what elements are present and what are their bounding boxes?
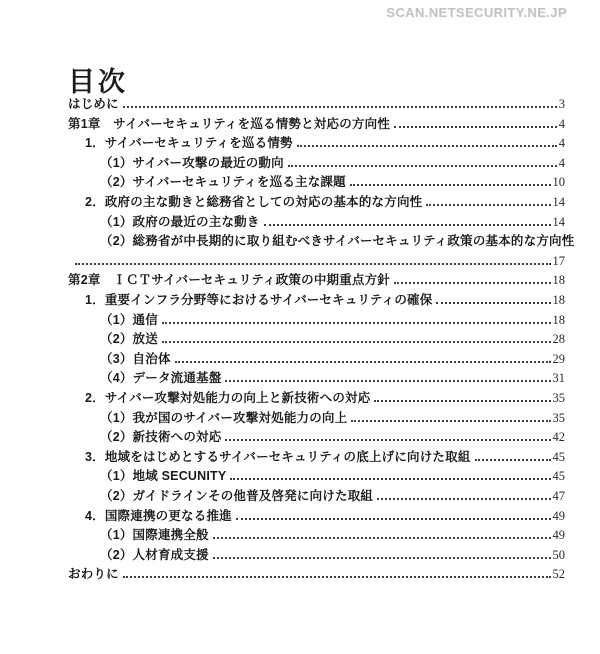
toc-entry-label: （1）我が国のサイバー攻撃対処能力の向上 — [100, 410, 348, 425]
toc-row — [68, 113, 565, 133]
toc-row — [68, 465, 565, 485]
page-title: 目次 — [68, 67, 128, 98]
toc-page-number: 4 — [558, 136, 565, 151]
toc-row — [68, 387, 565, 407]
dotted-leader — [123, 576, 551, 578]
toc-page-number: 29 — [552, 351, 565, 366]
toc-page-number: 14 — [552, 214, 565, 229]
dotted-leader — [475, 459, 551, 461]
dotted-leader — [351, 420, 550, 422]
dotted-leader — [426, 204, 550, 206]
toc-row — [68, 269, 565, 289]
toc-page-number: 45 — [552, 449, 565, 464]
toc-row — [68, 524, 565, 544]
toc-page-number: 28 — [552, 332, 565, 347]
toc-page-number: 14 — [552, 195, 565, 210]
watermark: SCAN.NETSECURITY.NE.JP — [386, 5, 567, 20]
toc-entry-label: （1）地域 SECUNITY — [100, 469, 227, 484]
toc-entry-label: はじめに — [68, 97, 119, 112]
dotted-leader — [213, 557, 551, 559]
dotted-leader — [162, 341, 551, 343]
dotted-leader — [230, 478, 550, 480]
toc-page-number: 42 — [552, 430, 565, 445]
toc-entry-label: 3．地域をはじめとするサイバーセキュリティの底上げに向けた取組 — [85, 449, 471, 464]
toc-page-number: 10 — [552, 175, 565, 190]
toc-page-number: 47 — [552, 488, 565, 503]
dotted-leader — [350, 184, 551, 186]
toc-page-number: 4 — [558, 116, 565, 131]
dotted-leader — [175, 361, 551, 363]
toc-entry-label: （2）人材育成支援 — [100, 547, 209, 562]
toc-row — [68, 211, 565, 231]
toc-row — [68, 367, 565, 387]
toc-entry-label: 2．政府の主な動きと総務省としての対応の基本的な方向性 — [85, 195, 423, 210]
toc-page-number: 18 — [552, 273, 565, 288]
toc-page-number: 4 — [558, 155, 565, 170]
toc-entry-label: （3）自治体 — [100, 351, 171, 366]
dotted-leader — [264, 224, 551, 226]
toc-row — [68, 132, 565, 152]
toc-row — [68, 230, 575, 250]
toc-list — [68, 93, 575, 583]
dotted-leader — [123, 106, 557, 108]
dotted-leader — [288, 165, 557, 167]
toc-row — [68, 348, 565, 368]
toc-entry-label: 1．サイバーセキュリティを巡る情勢 — [85, 136, 293, 151]
toc-entry-label: （1）通信 — [100, 312, 158, 327]
toc-entry-label: 第2章 ＩＣＴサイバーセキュリティ政策の中期重点方針 — [68, 273, 391, 288]
toc-entry-label: （4）データ流通基盤 — [100, 371, 222, 386]
toc-row — [68, 504, 565, 524]
toc-entry-label: 2．サイバー攻撃対処能力の向上と新技術への対応 — [85, 391, 371, 405]
dotted-leader — [225, 380, 550, 382]
dotted-leader — [377, 498, 550, 500]
dotted-leader — [374, 400, 550, 402]
dotted-leader — [213, 537, 551, 539]
toc-page-number: 31 — [552, 371, 565, 386]
toc-page-number: 35 — [552, 410, 565, 425]
dotted-leader — [162, 322, 551, 324]
toc-entry-label: （2）新技術への対応 — [100, 430, 222, 445]
toc-entry-label: 1．重要インフラ分野等におけるサイバーセキュリティの確保 — [85, 293, 433, 308]
toc-page-number: 50 — [552, 547, 565, 562]
toc-row — [68, 93, 565, 113]
toc-row — [68, 328, 565, 348]
toc-entry-label: （2）総務省が中長期的に取り組むべきサイバーセキュリティ政策の基本的な方向性 — [100, 234, 575, 249]
toc-entry-label: おわりに — [68, 567, 119, 582]
toc-page-number: 17 — [552, 253, 565, 268]
toc-entry-label: （2）サイバーセキュリティを巡る主な課題 — [100, 175, 346, 190]
toc-page-number: 49 — [552, 508, 565, 523]
toc-entry-label: 第1章 サイバーセキュリティを巡る情勢と対応の方向性 — [68, 116, 391, 131]
dotted-leader — [75, 263, 551, 265]
toc-entry-label: （1）政府の最近の主な動き — [100, 214, 260, 229]
toc-page-number: 49 — [552, 528, 565, 543]
toc-row — [68, 171, 565, 191]
toc-entry-label: （2）ガイドラインその他普及啓発に向けた取組 — [100, 488, 374, 503]
toc-page-number: 3 — [558, 97, 565, 112]
dotted-leader — [436, 302, 550, 304]
toc-row — [68, 426, 565, 446]
toc-row — [68, 152, 565, 172]
dotted-leader — [394, 126, 557, 128]
toc-row — [68, 446, 565, 466]
toc-row — [68, 563, 565, 583]
toc-page-number: 18 — [552, 293, 565, 308]
dotted-leader — [297, 145, 557, 147]
toc-entry-label: （2）放送 — [100, 332, 158, 347]
toc-row — [68, 191, 565, 211]
toc-entry-label: （1）国際連携全般 — [100, 528, 209, 543]
toc-page-number: 18 — [552, 312, 565, 327]
toc-page-number: 35 — [552, 391, 565, 405]
toc-row — [68, 544, 565, 564]
toc-row — [68, 407, 565, 427]
toc-row — [68, 250, 565, 270]
dotted-leader — [225, 439, 550, 441]
toc-row — [68, 289, 565, 309]
toc-row — [68, 309, 565, 329]
dotted-leader — [394, 282, 550, 284]
dotted-leader — [236, 518, 551, 520]
toc-entry-label: 4．国際連携の更なる推進 — [85, 508, 232, 523]
toc-entry-label: （1）サイバー攻撃の最近の動向 — [100, 155, 284, 170]
toc-row — [68, 485, 565, 505]
toc-page-number: 45 — [552, 469, 565, 484]
toc-page-number: 52 — [552, 567, 565, 582]
